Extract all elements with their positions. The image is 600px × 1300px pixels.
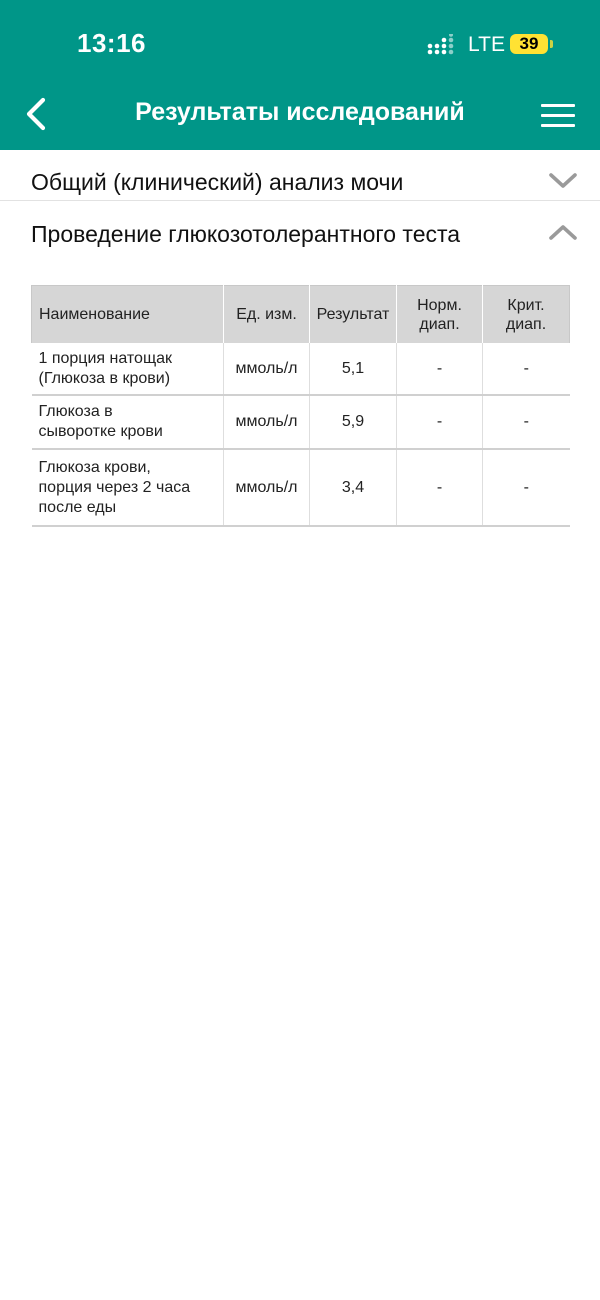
cell-norm-range: - <box>397 449 483 526</box>
section-divider <box>0 200 600 201</box>
section-urinalysis[interactable] <box>0 155 600 205</box>
network-type: LTE <box>468 33 505 56</box>
cell-critical-range: - <box>483 449 570 526</box>
chevron-down-icon <box>548 169 578 191</box>
app-header <box>0 0 600 150</box>
results-table <box>31 285 570 527</box>
column-header-name: Наименование <box>32 286 224 344</box>
hamburger-menu-icon-line <box>541 124 575 127</box>
section-title: Общий (клинический) анализ мочи <box>31 169 404 195</box>
hamburger-menu-icon <box>541 104 575 107</box>
battery-level: 39 <box>519 34 539 53</box>
cell-norm-range: - <box>397 343 483 395</box>
menu-button[interactable] <box>538 100 578 130</box>
column-header-result: Результат <box>310 286 397 344</box>
column-header-norm-range: Норм. диап. <box>397 286 483 344</box>
cell-unit: ммоль/л <box>224 449 310 526</box>
section-glucose-tolerance-test[interactable] <box>0 207 600 257</box>
page-title: Результаты исследований <box>135 98 465 126</box>
cell-norm-range: - <box>397 395 483 449</box>
cell-result: 3,4 <box>310 449 397 526</box>
cell-critical-range: - <box>483 343 570 395</box>
cell-test-name: 1 порция натощак (Глюкоза в крови) <box>32 343 224 395</box>
chevron-left-icon <box>25 97 47 131</box>
hamburger-menu-icon-line <box>541 114 575 117</box>
cellular-signal-icon <box>427 34 459 56</box>
table-row <box>32 449 570 526</box>
column-header-unit: Ед. изм. <box>224 286 310 344</box>
cell-result: 5,9 <box>310 395 397 449</box>
table-header-row <box>32 286 570 344</box>
back-button[interactable] <box>14 92 58 136</box>
cell-unit: ммоль/л <box>224 395 310 449</box>
cell-critical-range: - <box>483 395 570 449</box>
cell-test-name: Глюкоза крови, порция через 2 часа после еды <box>32 449 224 526</box>
status-time: 13:16 <box>77 28 146 58</box>
column-header-critical-range: Крит. диап. <box>483 286 570 344</box>
table-row <box>32 395 570 449</box>
section-title: Проведение глюкозотолерантного теста <box>31 221 461 247</box>
cell-result: 5,1 <box>310 343 397 395</box>
cell-unit: ммоль/л <box>224 343 310 395</box>
cell-test-name: Глюкоза в сыворотке крови <box>32 395 224 449</box>
battery-icon <box>510 34 548 54</box>
table-row <box>32 343 570 395</box>
battery-cap <box>550 40 553 48</box>
chevron-up-icon <box>548 221 578 243</box>
